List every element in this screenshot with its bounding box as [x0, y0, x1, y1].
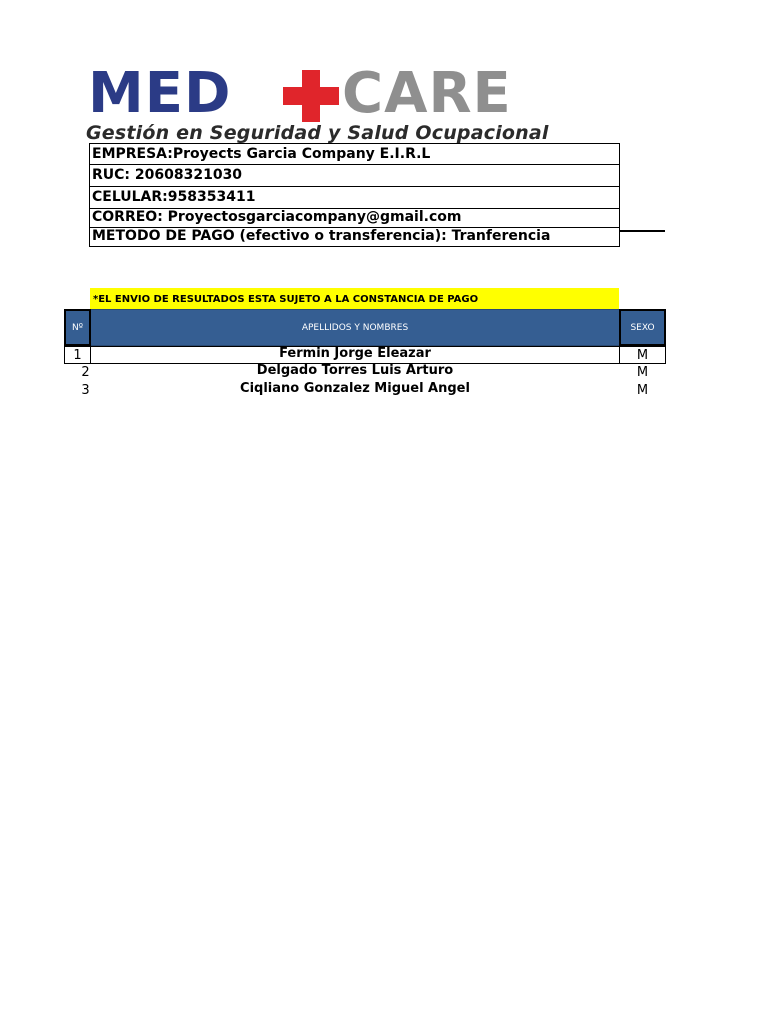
row-1-number: 1	[64, 346, 91, 364]
payment-notice: *EL ENVIO DE RESULTADOS ESTA SUJETO A LA CONSTANCIA DE PAGO	[90, 288, 619, 309]
celular-field: CELULAR:958353411	[89, 187, 620, 209]
header-sex: SEXO	[619, 309, 666, 346]
red-cross-icon	[283, 70, 339, 122]
row-3-sex: M	[636, 383, 649, 398]
row-2-name: Delgado Torres Luis Arturo	[256, 363, 454, 378]
logo-tagline: Gestión en Seguridad y Salud Ocupacional	[86, 122, 549, 144]
metodo-pago-field: METODO DE PAGO (efectivo o transferencia): Tranferencia	[89, 228, 620, 247]
header-names: APELLIDOS Y NOMBRES	[91, 309, 619, 346]
company-info-box	[89, 143, 620, 247]
row-2-sex: M	[636, 365, 649, 380]
medcare-logo	[86, 61, 590, 144]
row-3-name: Ciqliano Gonzalez Miguel Angel	[240, 381, 470, 396]
ruc-field: RUC: 20608321030	[89, 165, 620, 187]
row-3-number: 3	[81, 383, 90, 398]
empresa-field: EMPRESA:Proyects Garcia Company E.I.R.L	[89, 143, 620, 165]
logo-med-text: MED	[88, 61, 232, 126]
logo-care-text: CARE	[342, 61, 512, 126]
row-2-number: 2	[81, 365, 90, 380]
correo-field: CORREO: Proyectosgarciacompany@gmail.com	[89, 209, 620, 228]
row-1-name: Fermin Jorge Eleazar	[91, 346, 619, 364]
divider-line	[620, 230, 665, 232]
header-number: Nº	[64, 309, 91, 346]
row-1-sex: M	[619, 346, 666, 364]
